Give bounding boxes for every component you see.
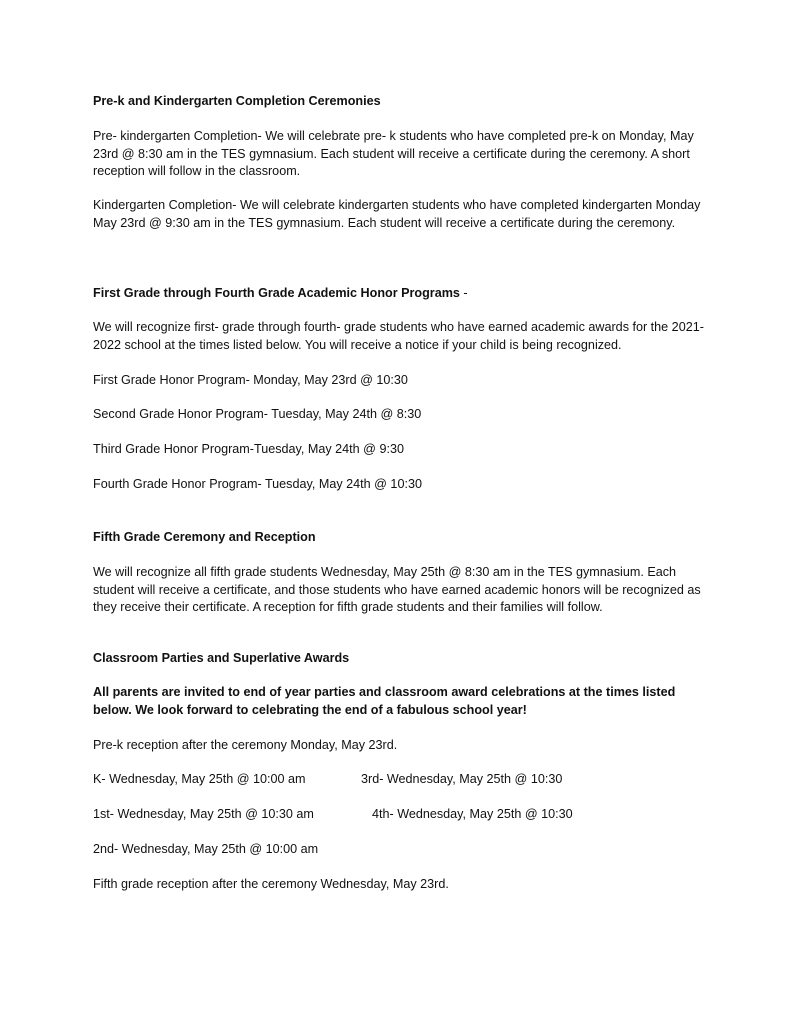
prek-reception-line: Pre-k reception after the ceremony Monday, May 23rd.: [93, 738, 398, 752]
party-first-grade: 1st- Wednesday, May 25th @ 10:30 am: [93, 807, 314, 821]
kindergarten-completion-paragraph: Kindergarten Completion- We will celebrate kindergarten students who have completed kindergarten Monday May 23rd @ 9:30 am in the TES gymnasium. Each student will receive a certificate during the ceremony.: [93, 198, 701, 230]
prek-k-heading: Pre-k and Kindergarten Completion Ceremonies: [93, 94, 381, 108]
party-third-grade: 3rd- Wednesday, May 25th @ 10:30: [361, 772, 563, 786]
honor-program-second: Second Grade Honor Program- Tuesday, May 24th @ 8:30: [93, 407, 422, 421]
honor-program-third: Third Grade Honor Program-Tuesday, May 24th @ 9:30: [93, 442, 404, 456]
party-fourth-grade: 4th- Wednesday, May 25th @ 10:30: [372, 807, 573, 821]
honor-program-fourth: Fourth Grade Honor Program- Tuesday, May 24th @ 10:30: [93, 477, 422, 491]
prek-completion-paragraph: Pre- kindergarten Completion- We will celebrate pre- k students who have completed pre-k on Monday, May 23rd @ 8:30 am in the TES gymnasium. Each student will receive a certificate during the ceremony. A short reception will follow in the classroom.: [93, 129, 694, 178]
parties-invite-paragraph: All parents are invited to end of year parties and classroom award celebrations at the times listed below. We look forward to celebrating the end of a fabulous school year!: [93, 685, 676, 717]
honor-program-first: First Grade Honor Program- Monday, May 23rd @ 10:30: [93, 373, 408, 387]
fifth-grade-paragraph: We will recognize all fifth grade students Wednesday, May 25th @ 8:30 am in the TES gymnasium. Each student will receive a certificate, and those students who have earned academic honors will be recognized as they receive their certificate. A reception for fifth grade students and their families will follow.: [93, 565, 701, 614]
honor-heading: First Grade through Fourth Grade Academic Honor Programs: [93, 286, 460, 300]
honor-heading-line: [93, 285, 705, 303]
honor-heading-suffix: -: [459, 286, 468, 300]
party-kindergarten: K- Wednesday, May 25th @ 10:00 am: [93, 772, 306, 786]
fifth-reception-line: Fifth grade reception after the ceremony Wednesday, May 23rd.: [93, 877, 449, 891]
fifth-grade-heading: Fifth Grade Ceremony and Reception: [93, 530, 316, 544]
parties-heading: Classroom Parties and Superlative Awards: [93, 651, 350, 665]
party-second-grade: 2nd- Wednesday, May 25th @ 10:00 am: [93, 842, 319, 856]
honor-intro-paragraph: We will recognize first- grade through fourth- grade students who have earned academic awards for the 2021- 2022 school at the times listed below. You will receive a notice if your child is being recognized.: [93, 320, 704, 352]
